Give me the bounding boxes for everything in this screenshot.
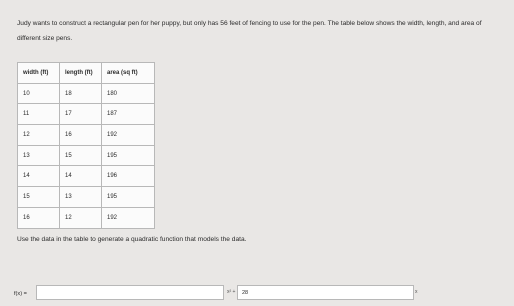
cell-width: 16 [18, 207, 60, 228]
cell-length: 16 [60, 125, 102, 146]
cell-area: 196 [102, 166, 155, 187]
x-coefficient-input[interactable]: 28 [237, 285, 414, 300]
table-row [18, 83, 155, 104]
cell-width: 11 [18, 104, 60, 125]
table-row [18, 125, 155, 146]
table-row [18, 187, 155, 208]
header-width: width (ft) [18, 63, 60, 84]
cell-width: 10 [18, 83, 60, 104]
x-squared-term: x² + [227, 289, 236, 295]
cell-area: 195 [102, 187, 155, 208]
instruction-text: Use the data in the table to generate a quadratic function that models the data. [17, 236, 247, 243]
table-row [18, 104, 155, 125]
answer-row [14, 285, 504, 301]
header-length: length (ft) [60, 63, 102, 84]
cell-length: 17 [60, 104, 102, 125]
table-row [18, 166, 155, 187]
cell-length: 14 [60, 166, 102, 187]
table-header-row [18, 63, 155, 84]
cell-area: 187 [102, 104, 155, 125]
cell-length: 13 [60, 187, 102, 208]
cell-area: 192 [102, 207, 155, 228]
problem-intro: Judy wants to construct a rectangular pen for her puppy, but only has 56 feet of fencing to use for the pen. The table below shows the width, length, and area of different size pens. [17, 20, 482, 42]
cell-area: 192 [102, 125, 155, 146]
x2-coefficient-input[interactable] [36, 285, 224, 300]
data-table [17, 62, 155, 229]
cell-length: 18 [60, 83, 102, 104]
table-row [18, 207, 155, 228]
table-row [18, 145, 155, 166]
cell-width: 13 [18, 145, 60, 166]
cell-width: 15 [18, 187, 60, 208]
cell-length: 15 [60, 145, 102, 166]
header-area: area (sq ft) [102, 63, 155, 84]
function-label: f(x) = [14, 291, 27, 297]
cell-area: 195 [102, 145, 155, 166]
cell-area: 180 [102, 83, 155, 104]
cell-width: 14 [18, 166, 60, 187]
cell-length: 12 [60, 207, 102, 228]
cell-width: 12 [18, 125, 60, 146]
x-term: x [415, 289, 418, 295]
